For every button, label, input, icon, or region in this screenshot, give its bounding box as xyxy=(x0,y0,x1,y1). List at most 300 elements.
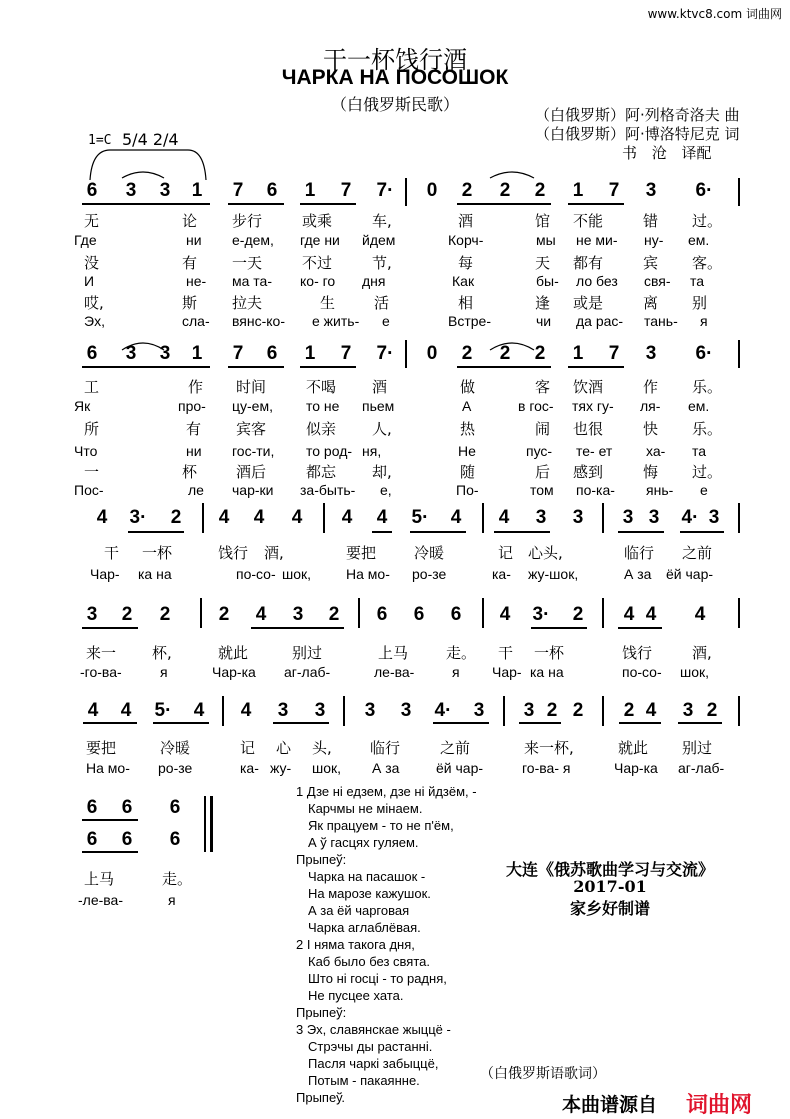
lyric-syllable: 宾客 xyxy=(236,420,267,438)
lyric-syllable: Что xyxy=(74,443,98,459)
note: 2 xyxy=(534,180,546,201)
lyric-syllable: я xyxy=(452,664,460,680)
note: 3 xyxy=(364,700,376,721)
lyric-syllable: 馆 xyxy=(535,212,551,230)
bar-line xyxy=(738,178,740,206)
note: 3 xyxy=(473,700,485,721)
note: 3 xyxy=(682,700,694,721)
note: 4 xyxy=(218,507,230,528)
lyric-syllable: 1 Дзе ні едзем, дзе ні йдзём, - xyxy=(296,784,477,799)
note: 2 xyxy=(461,180,473,201)
lyric-syllable: 一天 xyxy=(232,254,263,272)
beam-underline xyxy=(618,531,664,533)
lyric-syllable: 走。 xyxy=(446,644,477,662)
note: 2 xyxy=(159,604,171,625)
lyric-syllable: по-ка- xyxy=(576,482,615,498)
note: 3 xyxy=(523,700,535,721)
lyric-syllable: Каб было без свята. xyxy=(308,954,430,969)
beam-underline xyxy=(288,627,344,629)
lyric-syllable: ко- го xyxy=(300,273,336,289)
lyric-syllable: Корч- xyxy=(448,232,484,248)
lyric-syllable: 酒, xyxy=(692,644,712,662)
lyric-syllable: 冷暖 xyxy=(414,544,445,562)
lyric-syllable: -го-ва- xyxy=(80,664,122,680)
lyric-syllable: Прыпеў. xyxy=(296,1090,345,1105)
note: 3 xyxy=(645,343,657,364)
lyric-syllable: чар-ки xyxy=(232,482,274,498)
lyric-syllable: 也很 xyxy=(573,420,604,438)
beam-underline xyxy=(678,722,722,724)
note: 1 xyxy=(304,180,316,201)
lyric-syllable: 不能 xyxy=(573,212,604,230)
lyric-syllable: 都有 xyxy=(573,254,604,272)
note: 2 xyxy=(572,604,584,625)
lyric-syllable: та xyxy=(692,443,707,459)
lyric-syllable: 来一杯, xyxy=(524,739,574,757)
lyric-syllable: мы xyxy=(536,232,556,248)
note: 4 xyxy=(291,507,303,528)
beam-underline xyxy=(300,203,356,205)
lyric-syllable: 都忘 xyxy=(306,463,337,481)
lyric-syllable: Не xyxy=(458,443,476,459)
beam-underline xyxy=(618,627,662,629)
lyric-syllable: янь- xyxy=(646,482,674,498)
lyric-syllable: 悔 xyxy=(643,463,659,481)
beam-underline xyxy=(494,531,550,533)
note: 7 xyxy=(340,343,352,364)
lyric-syllable: 哎, xyxy=(84,294,104,312)
lyric-syllable: аг-лаб- xyxy=(678,760,725,776)
note: 6 xyxy=(169,797,181,818)
lyric-syllable: Чар-ка xyxy=(212,664,256,680)
note: 4 xyxy=(450,507,462,528)
lyric-syllable: сла- xyxy=(182,313,210,329)
note: 6 xyxy=(86,180,98,201)
note: 7 xyxy=(340,180,352,201)
lyric-syllable: ня, xyxy=(362,443,382,459)
lyric-syllable: 酒 xyxy=(372,378,388,396)
composer-credit: （白俄罗斯）阿·列格奇洛夫 曲 xyxy=(535,106,740,124)
lyric-syllable: 就此 xyxy=(218,644,249,662)
lyric-syllable: е xyxy=(382,313,390,329)
note: 3 xyxy=(400,700,412,721)
lyric-syllable: ну- xyxy=(644,232,664,248)
bar-line xyxy=(405,178,407,206)
lyric-syllable: 每 xyxy=(458,254,474,272)
lyric-syllable: А xyxy=(462,398,472,414)
note: 2 xyxy=(706,700,718,721)
bar-line xyxy=(343,696,345,726)
note: 4 xyxy=(694,604,706,625)
bar-line xyxy=(358,598,360,628)
lyric-syllable: А за ёй чарговая xyxy=(308,903,410,918)
lyric-syllable: 做 xyxy=(460,378,476,396)
note: 2 xyxy=(534,343,546,364)
lyric-syllable: ка на xyxy=(530,664,564,680)
lyric-syllable: 或是 xyxy=(573,294,604,312)
note: 5· xyxy=(154,700,172,721)
lyric-syllable: 要把 xyxy=(86,739,117,757)
lyric-syllable: чи xyxy=(536,313,552,329)
beam-underline xyxy=(228,203,284,205)
note: 6· xyxy=(695,180,713,201)
lyric-syllable: ёй чар- xyxy=(436,760,484,776)
lyric-syllable: 一 xyxy=(84,463,100,481)
bar-line xyxy=(503,696,505,726)
lyric-syllable: 饯行 xyxy=(218,544,249,562)
lyric-syllable: та xyxy=(690,273,705,289)
note: 2 xyxy=(499,180,511,201)
note: 3 xyxy=(314,700,326,721)
beam-underline xyxy=(680,531,724,533)
lyric-syllable: Чарка на пасашок - xyxy=(308,869,426,884)
lyric-syllable: 饮酒 xyxy=(573,378,604,396)
lyric-syllable: в гос- xyxy=(518,398,554,414)
beam-underline xyxy=(153,722,209,724)
lyric-syllable: 头, xyxy=(312,739,332,757)
lyric-syllable: 过。 xyxy=(692,212,723,230)
note: 3· xyxy=(129,507,147,528)
lyric-syllable: свя- xyxy=(644,273,671,289)
lyric-syllable: е, xyxy=(380,482,392,498)
lyric-syllable: 大连《俄苏歌曲学习与交流》 xyxy=(505,860,714,879)
note: 6 xyxy=(413,604,425,625)
lyric-syllable: не ми- xyxy=(576,232,618,248)
note: 4 xyxy=(255,604,267,625)
lyric-syllable: 宾 xyxy=(643,254,659,272)
beam-underline xyxy=(82,819,138,821)
lyric-syllable: где ни xyxy=(300,232,340,248)
note: 4 xyxy=(499,604,511,625)
lyric-syllable: Прыпеў: xyxy=(296,1005,347,1020)
lyric-syllable: Стрэчы ды растанні. xyxy=(308,1039,433,1054)
song-subtitle: （白俄罗斯民歌） xyxy=(330,95,459,114)
note: 3 xyxy=(277,700,289,721)
translator-credit: 书 沧 译配 xyxy=(622,144,712,162)
lyric-syllable: жу- xyxy=(270,760,292,776)
note: 6 xyxy=(376,604,388,625)
note: 5· xyxy=(411,507,429,528)
lyric-syllable: 客。 xyxy=(692,254,723,272)
beam-underline xyxy=(568,203,624,205)
beam-underline xyxy=(83,722,137,724)
lyric-syllable: ле xyxy=(188,482,204,498)
note: 6 xyxy=(450,604,462,625)
lyric-syllable: по-со- xyxy=(622,664,662,680)
note: 2 xyxy=(572,700,584,721)
note: 3 xyxy=(86,604,98,625)
lyric-syllable: не- xyxy=(186,273,207,289)
note: 4 xyxy=(253,507,265,528)
lyric-syllable: 来一 xyxy=(86,644,117,662)
lyric-syllable: 所 xyxy=(84,420,100,438)
lyric-syllable: 3 Эх, славянскае жыццё - xyxy=(296,1022,451,1037)
note: 4 xyxy=(623,604,635,625)
lyric-syllable: шок, xyxy=(282,566,312,582)
lyric-syllable: 有 xyxy=(186,420,202,438)
bar-line xyxy=(202,503,204,533)
lyric-syllable: 却, xyxy=(372,463,392,481)
note: 7 xyxy=(608,180,620,201)
lyric-syllable: я xyxy=(700,313,708,329)
lyric-syllable: 离 xyxy=(643,294,659,312)
lyric-syllable: ка на xyxy=(138,566,172,582)
lyric-syllable: 错 xyxy=(643,212,659,230)
lyric-syllable: пьем xyxy=(362,398,395,414)
note: 0 xyxy=(426,180,438,201)
lyric-syllable: А за xyxy=(624,566,652,582)
lyric-syllable: 记 xyxy=(240,739,256,757)
lyric-syllable: йдем xyxy=(362,232,396,248)
lyric-syllable: е жить- xyxy=(312,313,360,329)
lyric-syllable: 没 xyxy=(84,254,100,272)
lyric-syllable: ло без xyxy=(576,273,618,289)
lyric-syllable: Пос- xyxy=(74,482,104,498)
lyric-syllable: го-ва- я xyxy=(522,760,571,776)
watermark: www.ktvc8.com 词曲网 xyxy=(647,7,782,21)
lyric-syllable: 要把 xyxy=(346,544,377,562)
lyric-syllable: пус- xyxy=(526,443,553,459)
note: 6 xyxy=(121,829,133,850)
lyric-syllable: 干 xyxy=(104,544,120,562)
lyric-syllable: Чарка аглаблёвая. xyxy=(308,920,421,935)
lyric-syllable: 一杯 xyxy=(142,544,173,562)
note: 3 xyxy=(645,180,657,201)
lyric-syllable: Чар- xyxy=(492,664,522,680)
lyric-syllable: Где xyxy=(74,232,97,248)
bar-line xyxy=(482,598,484,628)
lyric-syllable: 作 xyxy=(188,378,204,396)
note: 2 xyxy=(546,700,558,721)
lyric-syllable: 2 І няма такога дня, xyxy=(296,937,415,952)
lyric-syllable: по-со- xyxy=(236,566,276,582)
bar-line xyxy=(602,503,604,533)
note: 2 xyxy=(121,604,133,625)
lyric-syllable: 节, xyxy=(372,254,392,272)
note: 3 xyxy=(708,507,720,528)
lyricist-credit: （白俄罗斯）阿·博洛特尼克 词 xyxy=(535,125,740,143)
bar-line xyxy=(738,696,740,726)
lyric-syllable: 客 xyxy=(535,378,551,396)
lyric-syllable: 杯, xyxy=(152,644,172,662)
lyric-syllable: 之前 xyxy=(682,544,713,562)
lyric-language-note: （白俄罗斯语歌词） xyxy=(480,1066,606,1082)
beam-underline xyxy=(457,366,551,368)
beam-underline xyxy=(82,203,210,205)
lyric-syllable: Чар- xyxy=(90,566,120,582)
lyric-syllable: ка- xyxy=(240,760,259,776)
lyric-syllable: 之前 xyxy=(440,739,471,757)
lyric-syllable: 乐。 xyxy=(692,420,723,438)
lyric-syllable: гос-ти, xyxy=(232,443,275,459)
lyric-syllable: 拉夫 xyxy=(232,294,263,312)
note: 6 xyxy=(121,797,133,818)
lyric-syllable: По- xyxy=(456,482,479,498)
note: 1 xyxy=(572,343,584,364)
lyric-syllable: ем. xyxy=(688,232,710,248)
lyric-syllable: 临行 xyxy=(624,544,655,562)
note: 7· xyxy=(376,343,394,364)
note: 2 xyxy=(218,604,230,625)
lyric-syllable: 记 xyxy=(498,544,514,562)
note: 3 xyxy=(648,507,660,528)
lyric-syllable: 别过 xyxy=(682,739,713,757)
song-title-russian: ЧАРКА НА ПОСОШОК xyxy=(281,66,509,89)
key-signature: 1=C xyxy=(88,133,112,148)
lyric-syllable: тях гу- xyxy=(572,398,614,414)
note: 2 xyxy=(328,604,340,625)
note: 4 xyxy=(193,700,205,721)
lyric-syllable: аг-лаб- xyxy=(284,664,331,680)
note: 2 xyxy=(461,343,473,364)
note: 3 xyxy=(292,604,304,625)
lyric-syllable: ёй чар- xyxy=(666,566,714,582)
lyric-syllable: На мо- xyxy=(346,566,390,582)
bar-line xyxy=(210,796,213,852)
note: 3 xyxy=(125,343,137,364)
beam-underline xyxy=(410,531,466,533)
lyric-syllable: 随 xyxy=(460,463,476,481)
lyric-syllable: А за xyxy=(372,760,400,776)
beam-underline xyxy=(531,627,587,629)
footer-site-link[interactable]: 词曲网 xyxy=(686,1093,753,1118)
beam-underline xyxy=(228,366,284,368)
beam-underline xyxy=(568,366,624,368)
lyric-syllable: цу-ем, xyxy=(232,398,273,414)
lyric-syllable: 热 xyxy=(460,420,476,438)
lyric-syllable: 或乘 xyxy=(302,212,333,230)
lyric-syllable: те- ет xyxy=(576,443,613,459)
note: 1 xyxy=(572,180,584,201)
lyric-syllable: 上马 xyxy=(378,644,409,662)
lyric-syllable: Пасля чаркі забыццё, xyxy=(308,1056,439,1071)
note: 6 xyxy=(86,343,98,364)
lyric-syllable: 车, xyxy=(372,212,392,230)
lyric-syllable: вянс-ко- xyxy=(232,313,285,329)
note: 6 xyxy=(266,343,278,364)
beam-underline xyxy=(300,366,356,368)
time-signature: 5/4 2/4 xyxy=(122,130,179,149)
note: 6 xyxy=(169,829,181,850)
note: 4 xyxy=(240,700,252,721)
lyric-syllable: 逢 xyxy=(535,294,551,312)
bar-line xyxy=(602,598,604,628)
note: 4 xyxy=(645,700,657,721)
note: 7 xyxy=(608,343,620,364)
beam-underline xyxy=(82,627,138,629)
lyric-syllable: ро-зе xyxy=(158,760,193,776)
note: 1 xyxy=(304,343,316,364)
lyric-syllable: шок, xyxy=(680,664,710,680)
lyric-syllable: про- xyxy=(178,398,206,414)
lyric-syllable: 别 xyxy=(692,294,708,312)
lyric-syllable: бы- xyxy=(536,273,559,289)
lyric-syllable: 上马 xyxy=(84,870,115,888)
beam-underline xyxy=(82,366,210,368)
lyric-syllable: том xyxy=(530,482,554,498)
lyric-syllable: 心 xyxy=(276,739,292,757)
lyric-syllable: 斯 xyxy=(182,294,198,312)
note: 3 xyxy=(159,180,171,201)
lyric-syllable: 人, xyxy=(372,420,392,438)
lyric-syllable: И xyxy=(84,273,95,289)
bar-line xyxy=(405,340,407,368)
note: 6· xyxy=(695,343,713,364)
lyric-syllable: 感到 xyxy=(573,463,604,481)
note: 4 xyxy=(120,700,132,721)
note: 6 xyxy=(266,180,278,201)
lyric-syllable: ем. xyxy=(688,398,710,414)
lyric-syllable: 杯 xyxy=(182,463,198,481)
lyric-syllable: 相 xyxy=(458,294,474,312)
lyric-syllable: ро-зе xyxy=(412,566,447,582)
note: 4· xyxy=(681,507,699,528)
lyric-syllable: ни xyxy=(186,443,202,459)
lyric-syllable: 后 xyxy=(535,463,551,481)
lyric-syllable: Як працуем - то не п'ём, xyxy=(308,818,454,833)
lyric-syllable: 走。 xyxy=(162,870,193,888)
note: 4 xyxy=(645,604,657,625)
lyric-syllable: я xyxy=(160,664,168,680)
bar-line xyxy=(738,340,740,368)
lyric-syllable: тань- xyxy=(644,313,678,329)
note: 3 xyxy=(572,507,584,528)
lyric-syllable: Што ні госці - то радня, xyxy=(308,971,447,986)
lyric-syllable: Эх, xyxy=(84,313,105,329)
beam-underline xyxy=(273,722,329,724)
lyric-syllable: 干 xyxy=(498,644,514,662)
lyric-syllable: 冷暖 xyxy=(160,739,191,757)
lyric-syllable: 临行 xyxy=(370,739,401,757)
lyric-syllable: 无 xyxy=(84,212,100,230)
beam-underline xyxy=(128,531,184,533)
lyric-syllable: 有 xyxy=(182,254,198,272)
note: 4 xyxy=(87,700,99,721)
note: 2 xyxy=(623,700,635,721)
lyric-syllable: Потым - пакаянне. xyxy=(308,1073,420,1088)
lyric-syllable: я xyxy=(168,892,176,908)
lyric-syllable: ни xyxy=(186,232,202,248)
lyric-syllable: е xyxy=(700,482,708,498)
lyric-syllable: 酒后 xyxy=(236,463,267,481)
lyric-syllable: 闹 xyxy=(535,420,551,438)
bar-line xyxy=(222,696,224,726)
lyric-syllable: 乐。 xyxy=(692,378,723,396)
note: 4 xyxy=(498,507,510,528)
note: 7 xyxy=(232,180,244,201)
lyric-syllable: 工 xyxy=(84,378,100,396)
lyric-syllable: ка- xyxy=(492,566,511,582)
lyric-syllable: 不喝 xyxy=(306,378,337,396)
note: 7· xyxy=(376,180,394,201)
note: 3 xyxy=(622,507,634,528)
lyric-syllable: 生 xyxy=(320,294,336,312)
bar-line xyxy=(738,503,740,533)
bar-line xyxy=(204,796,206,852)
lyric-syllable: А ў гасцях гуляем. xyxy=(308,835,419,850)
lyric-syllable: 酒 xyxy=(458,212,474,230)
lyric-syllable: е-дем, xyxy=(232,232,274,248)
bar-line xyxy=(602,696,604,726)
note: 3 xyxy=(159,343,171,364)
lyric-syllable: Чар-ка xyxy=(614,760,658,776)
lyric-syllable: 心头, xyxy=(528,544,563,562)
bar-line xyxy=(323,503,325,533)
lyric-syllable: 快 xyxy=(643,420,659,438)
lyric-syllable: то род- xyxy=(306,443,353,459)
lyric-syllable: 饯行 xyxy=(622,644,653,662)
note: 0 xyxy=(426,343,438,364)
